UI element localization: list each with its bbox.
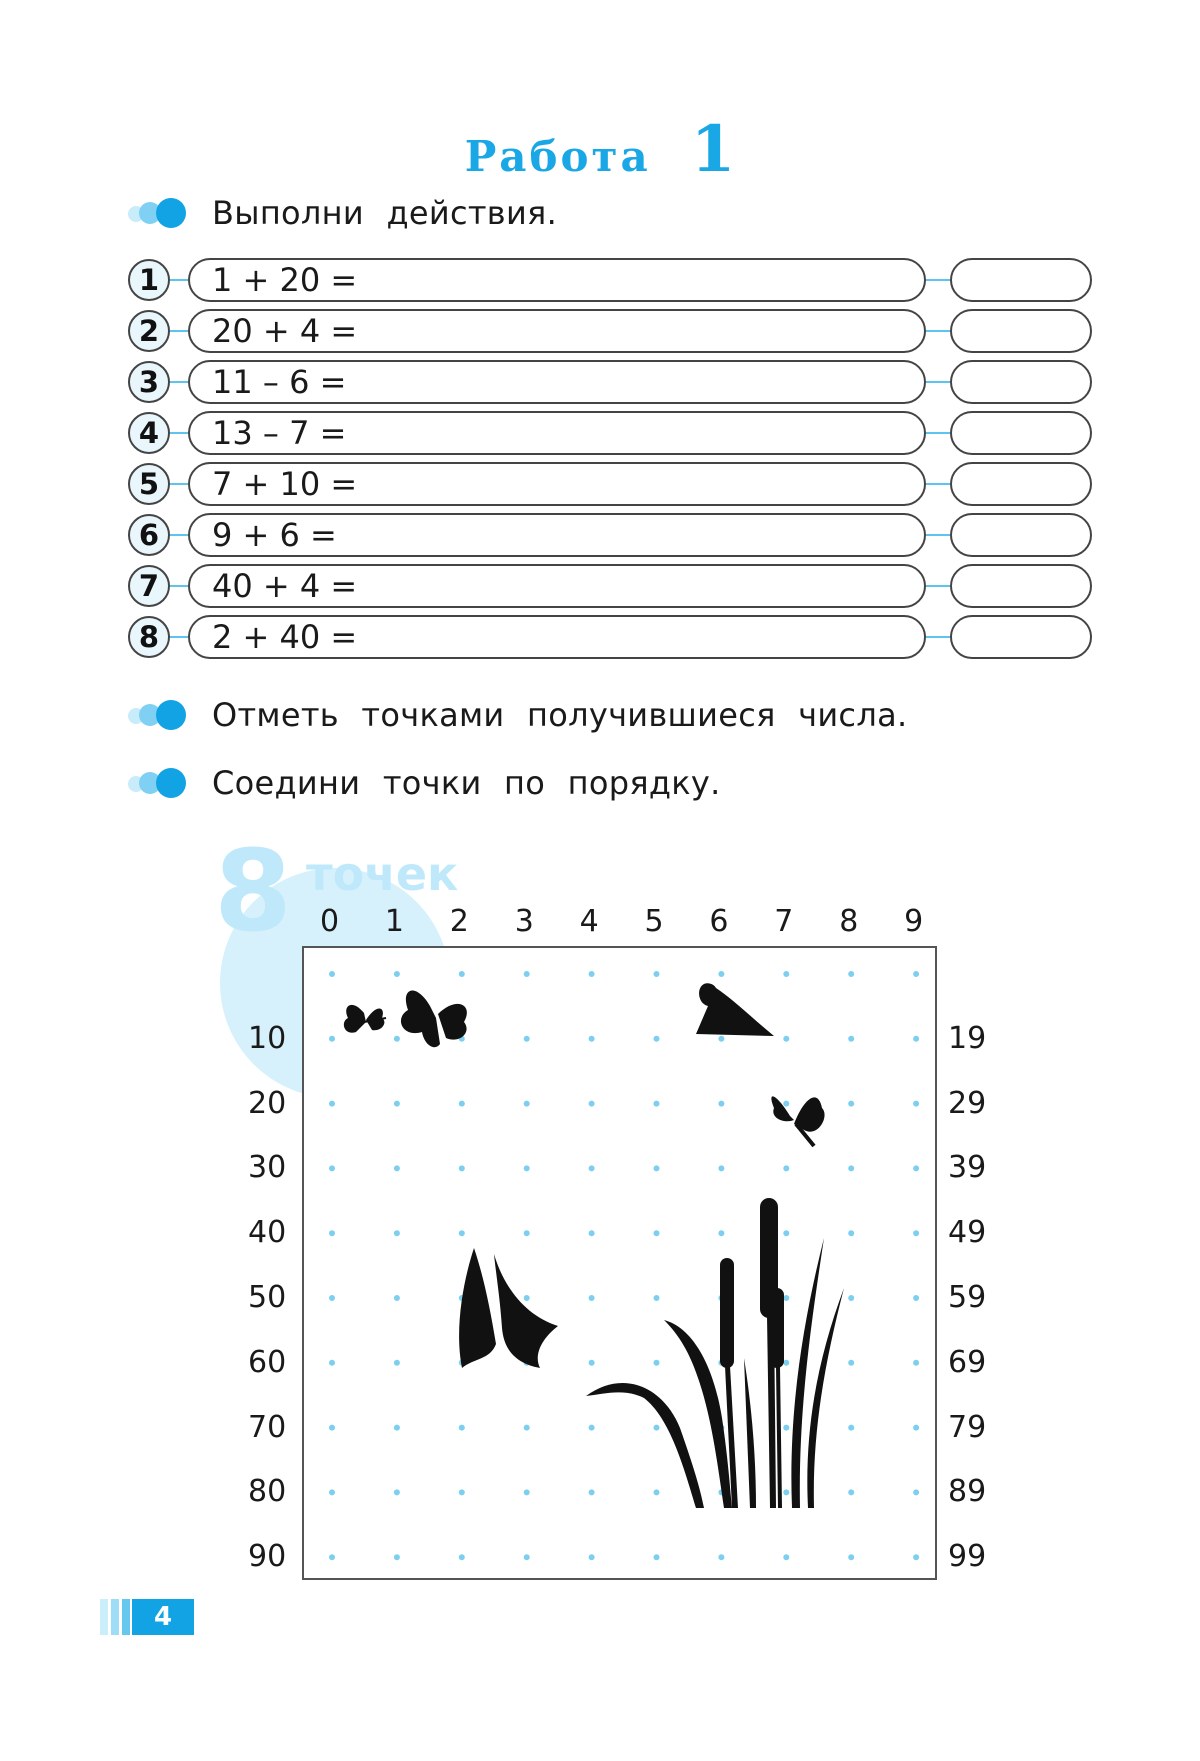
answer-field[interactable] [950,411,1092,455]
points-count: 8 [214,827,292,957]
grid-dot-10[interactable] [329,1036,335,1042]
connector-line [926,279,950,281]
grid-dot-53[interactable] [524,1295,530,1301]
grid-dot-43[interactable] [524,1230,530,1236]
grid-dot-19[interactable] [913,1036,919,1042]
exercise-row [126,615,1096,661]
grid-dot-13[interactable] [524,1036,530,1042]
connector-line [926,636,950,638]
grid-right-label: 39 [948,1150,987,1186]
grid-dot-36[interactable] [718,1165,724,1171]
grid-dot-85[interactable] [654,1489,660,1495]
connector-line [170,636,188,638]
grid-dot-49[interactable] [913,1230,919,1236]
grid-dot-73[interactable] [524,1425,530,1431]
grid-dot-41[interactable] [394,1230,400,1236]
grid-right-label: 89 [948,1474,987,1510]
grid-dot-57[interactable] [783,1295,789,1301]
grid-dot-65[interactable] [654,1360,660,1366]
exercise-expression: 2 + 40 = [188,615,926,659]
grid-dot-88[interactable] [848,1489,854,1495]
exercise-row [126,513,1096,559]
grid-right-label: 59 [948,1280,987,1315]
grid-top-label: 8 [839,904,859,939]
grid-dot-94[interactable] [589,1554,595,1560]
task-text: Соедини точки по порядку. [212,764,721,802]
grid-dot-60[interactable] [329,1360,335,1366]
connector-line [170,585,188,587]
silhouette-butterfly-small-icon [344,1005,386,1033]
points-word: точек [306,847,459,901]
grid-dot-55[interactable] [654,1295,660,1301]
grid-canvas [304,948,935,1578]
grid-dot-24[interactable] [589,1101,595,1107]
grid-dot-93[interactable] [524,1554,530,1560]
grid-dot-70[interactable] [329,1425,335,1431]
grid-dot-75[interactable] [654,1425,660,1431]
grid-dot-91[interactable] [394,1554,400,1560]
connector-line [170,432,188,434]
grid-dot-54[interactable] [589,1295,595,1301]
task-instruction-2 [128,690,907,740]
grid-dot-99[interactable] [913,1554,919,1560]
grid-dot-0[interactable] [329,971,335,977]
grid-dot-44[interactable] [589,1230,595,1236]
grid-dot-2[interactable] [459,971,465,977]
grid-dot-51[interactable] [394,1295,400,1301]
grid-dot-89[interactable] [913,1489,919,1495]
grid-top-label: 3 [514,904,534,939]
grid-dot-72[interactable] [459,1425,465,1431]
exercise-number: 6 [128,514,170,556]
exercise-expression: 11 – 6 = [188,360,926,404]
grid-dot-7[interactable] [783,971,789,977]
answer-field[interactable] [950,360,1092,404]
task-text: Отметь точками получившиеся числа. [212,696,908,734]
grid-top-label: 5 [644,904,664,939]
silhouette-dragonfly-icon [771,1096,824,1146]
grid-right-label: 29 [948,1085,987,1121]
grid-left-label: 50 [248,1280,287,1315]
connector-line [170,483,188,485]
exercise-number: 1 [128,259,170,301]
connector-line [926,432,950,434]
grid-top-label: 1 [384,904,404,939]
exercise-number: 4 [128,412,170,454]
title-number: 1 [690,112,736,187]
grid-dot-84[interactable] [589,1489,595,1495]
grid-top-label: 2 [449,904,469,939]
exercise-row [126,411,1096,457]
exercise-row [126,309,1096,355]
grid-right-label: 19 [948,1020,987,1056]
grid-dot-16[interactable] [718,1036,724,1042]
grid-dot-37[interactable] [783,1165,789,1171]
grid-top-label: 6 [709,904,729,939]
grid-dot-8[interactable] [848,971,854,977]
exercise-row [126,360,1096,406]
grid-dot-74[interactable] [589,1425,595,1431]
connector-line [926,381,950,383]
grid-dot-82[interactable] [459,1489,465,1495]
grid-dot-34[interactable] [589,1165,595,1171]
grid-top-label: 9 [904,904,924,939]
grid-dot-38[interactable] [848,1165,854,1171]
answer-field[interactable] [950,258,1092,302]
page-bar-stripe [122,1599,130,1635]
connector-line [926,585,950,587]
bullet-dots-icon [128,195,194,231]
silhouette-butterfly-large-icon [401,991,467,1048]
grid-dot-3[interactable] [524,971,530,977]
task-text: Выполни действия. [212,194,558,232]
exercise-expression: 40 + 4 = [188,564,926,608]
grid-dot-42[interactable] [459,1230,465,1236]
task-instruction-1 [128,188,557,238]
grid-left-label: 60 [248,1344,287,1380]
grid-dot-79[interactable] [913,1425,919,1431]
grid-dot-96[interactable] [718,1554,724,1560]
grid-dot-78[interactable] [848,1425,854,1431]
grid-dot-95[interactable] [654,1554,660,1560]
exercise-number: 2 [128,310,170,352]
page-title [0,112,1200,187]
exercise-expression: 7 + 10 = [188,462,926,506]
grid-left-label: 10 [248,1020,287,1056]
answer-field[interactable] [950,513,1092,557]
silhouette-bird-icon [696,983,774,1036]
exercise-expression: 20 + 4 = [188,309,926,353]
grid-dot-68[interactable] [848,1360,854,1366]
connector-line [170,381,188,383]
grid-dot-15[interactable] [654,1036,660,1042]
grid-dot-97[interactable] [783,1554,789,1560]
connector-line [170,330,188,332]
grid-dot-35[interactable] [654,1165,660,1171]
silhouette-reeds-icon [586,1198,844,1508]
grid-dot-77[interactable] [783,1425,789,1431]
dot-grid[interactable] [302,946,937,1580]
grid-dot-28[interactable] [848,1101,854,1107]
grid-dot-48[interactable] [848,1230,854,1236]
grid-dot-69[interactable] [913,1360,919,1366]
bullet-dots-icon [128,697,194,733]
grid-right-label: 69 [948,1344,987,1380]
grid-dot-17[interactable] [783,1036,789,1042]
grid-dot-64[interactable] [589,1360,595,1366]
connector-line [926,483,950,485]
exercise-number: 8 [128,616,170,658]
connector-line [170,534,188,536]
connector-line [926,330,950,332]
grid-dot-23[interactable] [524,1101,530,1107]
grid-top-label: 0 [320,904,340,939]
exercise-number: 5 [128,463,170,505]
grid-dot-61[interactable] [394,1360,400,1366]
grid-dot-80[interactable] [329,1489,335,1495]
grid-dot-4[interactable] [589,971,595,977]
exercise-expression: 13 – 7 = [188,411,926,455]
answer-field[interactable] [950,462,1092,506]
task-instruction-3 [128,758,721,808]
grid-left-label: 20 [248,1085,287,1121]
answer-field[interactable] [950,564,1092,608]
grid-dot-11[interactable] [394,1036,400,1042]
grid-dot-33[interactable] [524,1165,530,1171]
grid-right-label: 49 [948,1215,987,1251]
exercise-expression: 9 + 6 = [188,513,926,557]
exercise-row [126,258,1096,304]
grid-dot-50[interactable] [329,1295,335,1301]
grid-dot-21[interactable] [394,1101,400,1107]
grid-dot-83[interactable] [524,1489,530,1495]
grid-dot-5[interactable] [654,971,660,977]
answer-field[interactable] [950,615,1092,659]
grid-dot-40[interactable] [329,1230,335,1236]
grid-dot-46[interactable] [718,1230,724,1236]
grid-dot-18[interactable] [848,1036,854,1042]
grid-dot-14[interactable] [589,1036,595,1042]
grid-dot-71[interactable] [394,1425,400,1431]
grid-dot-98[interactable] [848,1554,854,1560]
exercise-number: 7 [128,565,170,607]
page-number: 4 [132,1599,194,1635]
exercise-row [126,564,1096,610]
exercise-row [126,462,1096,508]
exercise-number: 3 [128,361,170,403]
grid-left-label: 70 [248,1409,287,1445]
grid-top-label: 7 [774,904,794,939]
grid-dot-39[interactable] [913,1165,919,1171]
exercise-expression: 1 + 20 = [188,258,926,302]
grid-dot-32[interactable] [459,1165,465,1171]
grid-left-label: 80 [248,1474,287,1510]
grid-dot-67[interactable] [783,1360,789,1366]
grid-dot-90[interactable] [329,1554,335,1560]
grid-dot-26[interactable] [718,1101,724,1107]
connector-line [926,534,950,536]
grid-left-label: 30 [248,1150,287,1186]
grid-top-label: 4 [579,904,599,939]
page-bar-stripe [111,1599,119,1635]
grid-dot-25[interactable] [654,1101,660,1107]
grid-dots [329,971,919,1560]
grid-right-label: 79 [948,1409,987,1445]
bullet-dots-icon [128,765,194,801]
silhouette-leaves-icon [459,1248,558,1368]
grid-right-label: 99 [948,1539,987,1575]
grid-left-label: 90 [248,1539,287,1575]
grid-dot-27[interactable] [783,1101,789,1107]
grid-dot-59[interactable] [913,1295,919,1301]
grid-dot-92[interactable] [459,1554,465,1560]
grid-dot-9[interactable] [913,971,919,977]
grid-dot-31[interactable] [394,1165,400,1171]
grid-dot-87[interactable] [783,1489,789,1495]
grid-dot-29[interactable] [913,1101,919,1107]
connector-line [170,279,188,281]
grid-dot-81[interactable] [394,1489,400,1495]
grid-dot-30[interactable] [329,1165,335,1171]
grid-dot-6[interactable] [718,971,724,977]
answer-field[interactable] [950,309,1092,353]
grid-dot-58[interactable] [848,1295,854,1301]
grid-dot-45[interactable] [654,1230,660,1236]
grid-left-label: 40 [248,1215,287,1251]
grid-dot-1[interactable] [394,971,400,977]
grid-dot-22[interactable] [459,1101,465,1107]
title-word: Работа [464,132,651,181]
grid-dot-47[interactable] [783,1230,789,1236]
grid-dot-20[interactable] [329,1101,335,1107]
page-bar-stripe [100,1599,108,1635]
